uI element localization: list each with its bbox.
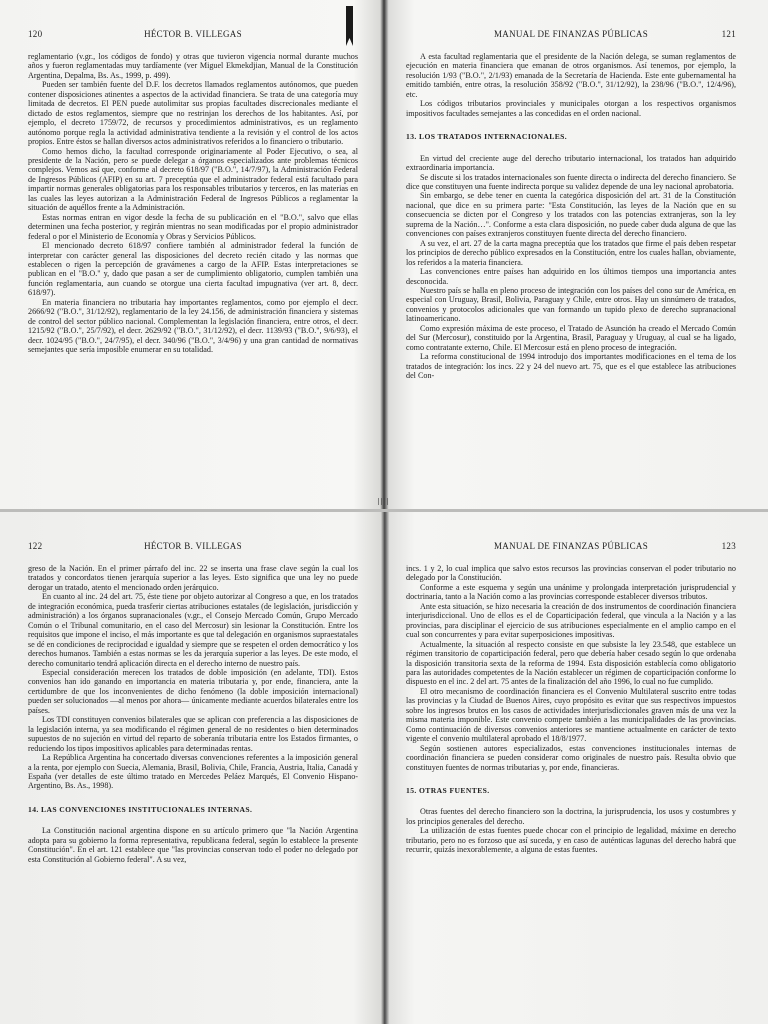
page-123 (406, 512, 736, 1024)
paragraph: Nuestro país se halla en pleno proceso de integración con los países del cono sur de América, en especial con Uruguay, Brasil, Bolivia, Paraguay y Chile, entre otros. Hay un sinnúmero de tratados, convenios y protocolos adicionales que van formando un tupido plexo de derecho supranacional latinoamericano. (406, 285, 736, 324)
page-120 (28, 0, 358, 512)
bottom-spread (0, 512, 768, 1024)
page-number: 122 (28, 541, 43, 551)
paragraph: En cuanto al inc. 24 del art. 75, éste tiene por objeto autorizar al Congreso a que, en los tratados de integración económica, pueda trasferir ciertas atribuciones estatales (de legislación, jurisdicción y administración) a los órganos supranacionales (v.gr., el Consejo Mercado Común, Grupo Mercado Común o el Tribunal comunitario, en el caso del Mercosur) sin lesionar la Constitución. Entre los requisitos que impone el inciso, el más importante es que tal delegación en organismos supraestatales se dé en condiciones de reciprocidad e igualdad y siempre que se respeten el orden democrático y los derechos humanos. También a estas normas se les da jerarquía superior a las leyes. De este modo, el derecho comunitario tendrá aplicación directa en el derecho interno de nuestro país. (28, 592, 358, 668)
paragraph: Actualmente, la situación al respecto consiste en que subsiste la ley 23.548, que establece un régimen transitorio de coparticipación federal, pero que debería haber cesado según lo que ordenaba la disposición transitoria sexta de la reforma de 1994. Esta disposición establecía como obligatorio para las autoridades competentes de la Nación establecer un régimen de coparticipación conforme lo dispuesto en el inc. 2 del art. 75 antes de la finalización del año 1996, lo cual no fue cumplido. (406, 639, 736, 687)
running-head: HÉCTOR B. VILLEGAS (144, 541, 242, 551)
page-body (406, 564, 736, 855)
paragraph: La reforma constitucional de 1994 introdujo dos importantes modificaciones en el tema de los tratados de integración: los incs. 22 y 24 del nuevo art. 75, que es el que establece las atribuciones del Con- (406, 352, 736, 381)
page-body (28, 52, 358, 355)
paragraph: En materia financiera no tributaria hay importantes reglamentos, como por ejemplo el decr. 2666/92 ("B.O.", 31/12/92), reglamentario de la ley 24.156, de administración financiera y sistemas de control del sector público nacional. Complementan la legislación financiera, entre otros, el decr. 1215/92 ("B.O.", 25/7/92), el decr. 2629/92 ("B.O.", 31/12/92), el decr. 1139/93 ("B.O.", 9/6/93), el decr. 1024/95 ("B.O.", 24/7/95), el decr. 340/96 ("B.O.", 3/4/96) y una gran cantidad de normativas semejantes que sería imposible enumerar en su totalidad. (28, 297, 358, 355)
paragraph: A esta facultad reglamentaria que el presidente de la Nación delega, se suman reglamentos de ejecución en materia financiera que emanan de otros organismos. Así tenemos, por ejemplo, la resolución 1/93 ("B.O.", 2/1/93) emanada de la Secretaría de Hacienda. Este ente gubernamental ha emitido también, entre otras, la resolución 358/92 ("B.O.", 31/12/92), la 238/96 ("B.O.", 12/4/96), etc. (406, 52, 736, 99)
paragraph: Los códigos tributarios provinciales y municipales otorgan a los respectivos organismos impositivos facultades semejantes a las concedidas en el orden nacional. (406, 99, 736, 118)
paragraph: La utilización de estas fuentes puede chocar con el principio de legalidad, máxime en derecho tributario, pero no es forzoso que así suceda, y en caso de auténticas lagunas del derecho habrá que recurrir, quizás inexorablemente, a alguna de estas fuentes. (406, 826, 736, 855)
page-number: 120 (28, 29, 43, 39)
spine-binding-mark (378, 498, 390, 505)
paragraph: Se discute si los tratados internacionales son fuente directa o indirecta del derecho financiero. Se dice que constituyen una fuente indirecta porque su validez depende de una ley nacional aprobatoria. (406, 172, 736, 191)
running-head: MANUAL DE FINANZAS PÚBLICAS (493, 541, 649, 551)
paragraph: Conforme a este esquema y según una unánime y prolongada interpretación jurisprudencial y doctrinaria, tanto a la Nación como a las provincias corresponde establecer diversos tributos. (406, 582, 736, 602)
paragraph: Pueden ser también fuente del D.F. los decretos llamados reglamentos autónomos, que pueden contener disposiciones atinentes a aspectos de la actividad financiera. Se trata de una categoría muy limitada de decretos. El PEN puede autolimitar sus propias facultades discrecionales mediante el dictado de estos reglamentos, siempre que no restrinjan los derechos de los habitantes. Así, por ejemplo, el decreto 1759/72, de recursos y procedimientos administrativos, es un reglamento autónomo porque regla la actividad administrativa tendiente a la revisión y el control de los actos propios. Entre éstos se hallan diversos actos administrativos referidos a lo financiero o tributario. (28, 80, 358, 147)
paragraph: Como expresión máxima de este proceso, el Tratado de Asunción ha creado el Mercado Común del Sur (Mercosur), constituido por la Argentina, Brasil, Paraguay y Uruguay, al cual se ha ligado, como contratante externo, Chile. El Mercosur está en pleno proceso de integración. (406, 323, 736, 352)
paragraph: greso de la Nación. En el primer párrafo del inc. 22 se inserta una frase clave según la cual los tratados y concordatos tienen jerarquía superior a las leyes. Esto significa que una ley no puede derogar un tratado, atento el mencionado orden jerárquico. (28, 564, 358, 592)
section-heading: 15. OTRAS FUENTES. (406, 785, 490, 795)
paragraph: A su vez, el art. 27 de la carta magna preceptúa que los tratados que firme el país deben respetar los principios de derecho público expresados en la Constitución, entre los cuales hallan, obviamente, los referidos a la materia financiera. (406, 238, 736, 267)
running-head: HÉCTOR B. VILLEGAS (144, 29, 242, 39)
page-header (28, 30, 358, 44)
paragraph: Otras fuentes del derecho financiero son la doctrina, la jurisprudencia, los usos y costumbres y los principios generales del derecho. (406, 807, 736, 826)
page-122 (28, 512, 358, 1024)
paragraph: La República Argentina ha concertado diversas convenciones referentes a la imposición general a la renta, por ejemplo con Suecia, Alemania, Brasil, Bolivia, Chile, Francia, Austria, Italia, Canadá y España (ver detalles de este último tratado en Mercedes Peláez Marqués, El Convenio Hispano-Argentino, Bs. As., 1998). (28, 753, 358, 791)
paragraph: Estas normas entran en vigor desde la fecha de su publicación en el "B.O.", salvo que ellas determinen una fecha posterior, y regirán mientras no sean modificadas por el propio administrador federal o por el Ministerio de Economía y Obras y Servicios Públicos. (28, 212, 358, 241)
paragraph: Las convenciones entre países han adquirido en los últimos tiempos una importancia antes desconocida. (406, 267, 736, 286)
paragraph: reglamentario (v.gr., los códigos de fondo) y otras que tuvieron vigencia normal durante muchos años y fueron reglamentadas muy tardíamente (ver Miguel Ekmekdjian, Manual de la Constitución Argentina, Depalma, Bs. As., 1999, p. 499). (28, 52, 358, 80)
paragraph: Sin embargo, se debe tener en cuenta la categórica disposición del art. 31 de la Constitución nacional, que dice en su primera parte: "Esta Constitución, las leyes de la Nación que en su consecuencia se dicten por el Congreso y los tratados con las potencias extranjeras, son la ley suprema de la Nación…". Conforme a esta clara disposición, no puede caber duda alguna de que las convenciones con países extranjeros constituyen fuente directa del derecho financiero. (406, 191, 736, 239)
running-head: MANUAL DE FINANZAS PÚBLICAS (493, 29, 649, 39)
paragraph: El mencionado decreto 618/97 confiere también al administrador federal la función de interpretar con carácter general las disposiciones del decreto recién citado y las normas que establecen o rigen la percepción de gravámenes a cargo de la AFIP. Estas interpretaciones se publican en el "B.O." y, dado que pasan a ser de cumplimiento obligatorio, cumplen también una función reglamentaria, aun cuando se otorgue una cierta facultad impugnativa (ver art. 8, decr. 618/97). (28, 241, 358, 298)
page-body (28, 564, 358, 864)
page-header (28, 542, 358, 556)
section-heading: 14. LAS CONVENCIONES INSTITUCIONALES INTERNAS. (28, 804, 253, 814)
page-header (406, 542, 736, 556)
page-number: 123 (721, 541, 736, 551)
paragraph: Como hemos dicho, la facultad corresponde originariamente al Poder Ejecutivo, o sea, al presidente de la Nación, pero se puede delegar a órganos especializados ante problemas técnicos complejos. Vemos así que, conforme al decreto 618/97 ("B.O.", 14/7/97), la Administración Federal de Ingresos Públicos (AFIP) en su art. 7 preceptúa que el administrador federal está facultado para impartir normas generales obligatorias para los responsables tributarios y terceros, en las materias en las cuales las leyes autorizan a la Administración Federal de Ingresos Públicos a reglamentar la situación de aquéllos frente a la Administración. (28, 146, 358, 213)
paragraph: El otro mecanismo de coordinación financiera es el Convenio Multilateral suscrito entre todas las provincias y la Ciudad de Buenos Aires, cuyo propósito es evitar que sus respectivos impuestos sobre los ingresos brutos en los casos de actividades interjurisdiccionales graven más de una vez la misma materia imponible. Este convenio compete también a las municipalidades de las provincias. Como continuación de diversos convenios anteriores se mantiene actualmente en carácter de texto vigente el convenio multilateral aprobado el 18/8/1977. (406, 686, 736, 744)
paragraph: Especial consideración merecen los tratados de doble imposición (en adelante, TDI). Estos convenios han ido ganando en importancia en materia tributaria y, por ende, financiera, ante la certidumbre de que los inconvenientes de dicho fenómeno (la doble imposición internacional) pueden ser solucionados —al menos por ahora— únicamente mediante acuerdos bilaterales entre los países. (28, 667, 358, 715)
paragraph: Según sostienen autores especializados, estas convenciones institucionales internas de coordinación financiera se pueden considerar como originales de nuestro país. Resulta obvio que constituyen fuentes de normas tributarias y, por ende, financieras. (406, 743, 736, 772)
page-121 (406, 0, 736, 512)
paragraph: Ante esta situación, se hizo necesaria la creación de dos instrumentos de coordinación financiera interjurisdiccional. Uno de ellos es el de Coparticipación federal, que vincula a la Nación y a las provincias, para disciplinar el ejercicio de sus atribuciones especialmente en el amplio campo en el cual son concurrentes y para evitar superposiciones impositivas. (406, 601, 736, 640)
page-number: 121 (721, 29, 736, 39)
page-body (406, 52, 736, 381)
paragraph: La Constitución nacional argentina dispone en su artículo primero que "la Nación Argentina adopta para su gobierno la forma representativa, republicana federal, según lo establece la presente Constitución". En el art. 121 establece que "las provincias conservan todo el poder no delegado por esta Constitución al Gobierno federal". A su vez, (28, 826, 358, 864)
section-heading: 13. LOS TRATADOS INTERNACIONALES. (406, 132, 568, 142)
paragraph: incs. 1 y 2, lo cual implica que salvo estos recursos las provincias conservan el poder tributario no delegado por la Constitución. (406, 564, 736, 583)
paragraph: Los TDI constituyen convenios bilaterales que se aplican con preferencia a las disposiciones de la legislación interna, ya sea modificando el régimen general de no residentes o bien determinados supuestos de no sujeción en virtud del reparto de soberanía tributaria entre los Estados firmantes, o reduciendo los tipos impositivos aplicables para determinadas rentas. (28, 715, 358, 753)
page-header (406, 30, 736, 44)
paragraph: En virtud del creciente auge del derecho tributario internacional, los tratados han adquirido extraordinaria importancia. (406, 153, 736, 173)
